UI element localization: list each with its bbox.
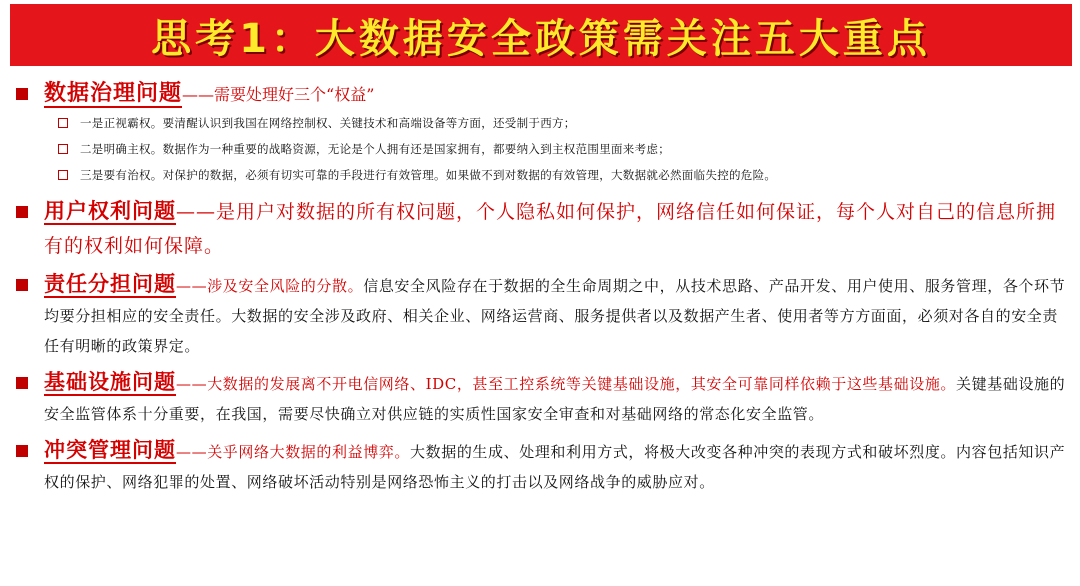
section-body: 关键基础设施的安全监管体系十分重要，在我国，需要尽快确立对供应链的实质性国家安全审查和对基础网络的常态化安全监管。 — [44, 375, 1066, 423]
section-heading: 数据治理问题 — [44, 80, 183, 106]
hollow-square-icon — [58, 118, 68, 128]
section-dash: —— — [176, 443, 208, 461]
section-heading: 冲突管理问题 — [44, 437, 176, 462]
section-heading: 责任分担问题 — [44, 271, 176, 296]
sub-item-list — [44, 110, 1070, 188]
content-area — [14, 80, 1070, 497]
sub-item — [52, 162, 1070, 188]
hollow-square-icon — [58, 144, 68, 154]
section-dash: —— — [176, 201, 216, 223]
section-red-text: 涉及安全风险的分散。 — [207, 277, 364, 295]
bullet-square-icon — [16, 279, 28, 291]
sub-item — [52, 110, 1070, 136]
section-body: 信息安全风险存在于数据的全生命周期之中，从技术思路、产品开发、用户使用、服务管理，各个环节均要分担相应的安全责任。大数据的安全涉及政府、相关企业、网络运营商、服务提供者以及数据产生者、使用者等方方面面，必须对各自的安全责任有明晰的政策界定。 — [44, 277, 1066, 355]
section-user-rights — [14, 194, 1070, 263]
sub-item-text: 二是明确主权。数据作为一种重要的战略资源，无论是个人拥有还是国家拥有，都要纳入到主权范围里面来考虑； — [80, 142, 670, 156]
bullet-square-icon — [16, 377, 28, 389]
section-body: 大数据的生成、处理和利用方式，将极大改变各种冲突的表现方式和破坏烈度。内容包括知识产权的保护、网络犯罪的处置、网络破坏活动特别是网络恐怖主义的打击以及网络战争的威胁应对。 — [44, 443, 1066, 491]
title-banner — [10, 4, 1072, 66]
section-data-governance — [14, 80, 1070, 188]
sub-item-text: 一是正视霸权。要清醒认识到我国在网络控制权、关键技术和高端设备等方面，还受制于西方； — [80, 116, 576, 130]
hollow-square-icon — [58, 170, 68, 180]
bullet-square-icon — [16, 88, 28, 100]
section-red-text: 关乎网络大数据的利益博弈。 — [207, 443, 411, 461]
section-red-text: 是用户对数据的所有权问题，个人隐私如何保护，网络信任如何保证，每个人对自己的信息所拥有的权利如何保障。 — [44, 201, 1057, 257]
section-conflict — [14, 435, 1070, 497]
section-red-text: 大数据的发展离不开电信网络、IDC，甚至工控系统等关键基础设施，其安全可靠同样依赖于这些基础设施。 — [207, 375, 957, 393]
section-dash: —— — [182, 85, 215, 104]
section-red-text: 需要处理好三个“权益” — [214, 85, 375, 104]
sub-item — [52, 136, 1070, 162]
section-responsibility — [14, 269, 1070, 361]
section-heading: 用户权利问题 — [44, 198, 176, 223]
section-infrastructure — [14, 367, 1070, 429]
section-dash: —— — [176, 375, 208, 393]
section-dash: —— — [176, 277, 208, 295]
bullet-square-icon — [16, 206, 28, 218]
bullet-square-icon — [16, 445, 28, 457]
sub-item-text: 三是要有治权。对保护的数据，必须有切实可靠的手段进行有效管理。如果做不到对数据的有效管理，大数据就必然面临失控的危险。 — [80, 168, 777, 182]
section-heading: 基础设施问题 — [44, 369, 176, 394]
page-title: 思考1：大数据安全政策需关注五大重点 — [151, 15, 931, 62]
